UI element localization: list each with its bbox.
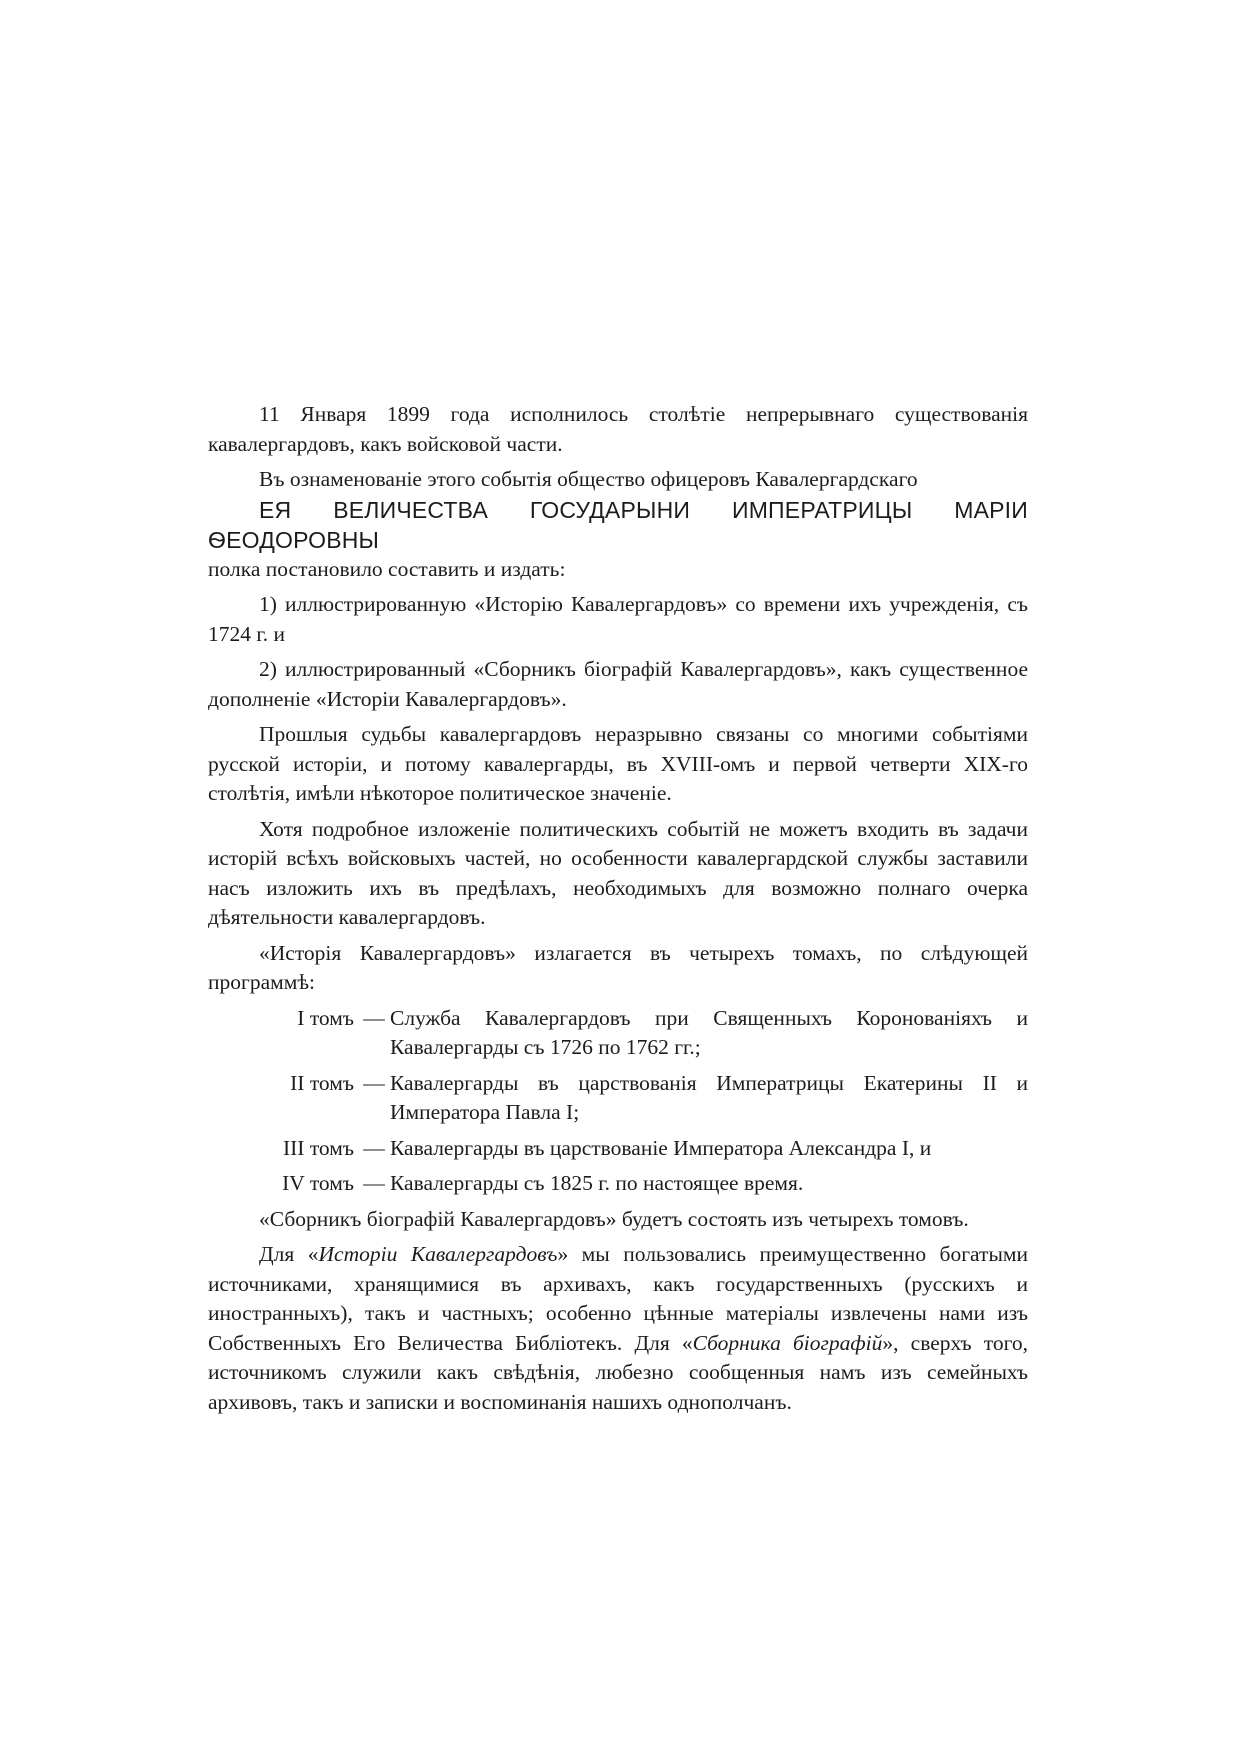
sources-history-title: Исторіи Кавалергардовъ xyxy=(318,1242,558,1266)
sources-collection-title: Сборника біографій xyxy=(692,1330,883,1355)
regiment-patron-title: ЕЯ ВЕЛИЧЕСТВА ГОСУДАРЫНИ ИМПЕРАТРИЦЫ МАРІИ ѲЕОДОРОВНЫ xyxy=(208,496,1028,553)
paragraph-biographies-item: 2) иллюстрированный «Сборникъ біографій Кавалергардовъ», какъ существенное дополненіе «Исторіи Кавалергардовъ». xyxy=(208,657,1028,711)
sources-middle: » мы пользовались преимущественно богатыми источниками, хранящимися въ архивахъ, какъ государственныхъ (русскихъ и иностранныхъ), такъ и частныхъ; особенно цѣнные матеріалы извлечены нами изъ Собственныхъ Его Величества Библіотекъ. Для « xyxy=(208,1242,1028,1355)
volume-3-description: Кавалергарды въ царствованіе Императора Александра I, и xyxy=(390,1135,932,1160)
commemoration-intro: Въ ознаменованіе этого событія общество офицеровъ Кавалергардскаго xyxy=(259,467,918,491)
sources-start: Для « xyxy=(259,1242,319,1266)
paragraph-anniversary: 11 Января 1899 года исполнилось столѣтіе непрерывнаго существованія кавалергардовъ, какъ войсковой части. xyxy=(208,402,1028,456)
volume-dash: — xyxy=(363,1135,385,1160)
volume-3-entry xyxy=(208,1134,1028,1164)
volume-3-label: III томъ xyxy=(282,1135,354,1160)
volume-2-label: II томъ xyxy=(290,1070,354,1095)
volume-2-description: Кавалергарды въ царствованія Императрицы Екатерины II и Императора Павла I; xyxy=(390,1070,1028,1124)
paragraph-past-fates: Прошлыя судьбы кавалергардовъ неразрывно связаны со многими событіями русской исторіи, и потому кавалергарды, въ XVIII-омъ и первой четверти XIX-го столѣтія, имѣли нѣкоторое политическое значеніе. xyxy=(208,722,1028,805)
volume-dash: — xyxy=(363,1171,385,1195)
document-page xyxy=(208,400,1028,1423)
sources-end: », сверхъ того, источникомъ служили какъ свѣдѣнія, любезно сообщенныя намъ изъ семейныхъ архивовъ, такъ и записки и воспоминанія нашихъ однополчанъ. xyxy=(208,1330,1028,1414)
paragraph-political-events: Хотя подробное изложеніе политическихъ событій не можетъ входить въ задачи исторій всѣхъ войсковыхъ частей, но особенности кавалергардской службы заставили насъ изложить ихъ въ предѣлахъ, необходимыхъ для возможно полнаго очерка дѣятельности кавалергардовъ. xyxy=(208,816,1028,929)
paragraph-history-item: 1) иллюстрированную «Исторію Кавалергардовъ» со времени ихъ учрежденія, съ 1724 г. и xyxy=(208,592,1028,646)
volume-4-description: Кавалергарды съ 1825 г. по настоящее время. xyxy=(390,1171,804,1195)
volume-dash: — xyxy=(363,1070,385,1095)
paragraph-commemoration xyxy=(208,465,1028,584)
volume-1-entry xyxy=(208,1004,1028,1063)
volume-2-entry xyxy=(208,1069,1028,1128)
volume-4-label: IV томъ xyxy=(282,1171,354,1195)
volume-1-label: I томъ xyxy=(297,1005,354,1030)
volume-1-description: Служба Кавалергардовъ при Священныхъ Коронованіяхъ и Кавалергарды съ 1726 по 1762 гг.; xyxy=(390,1005,1028,1059)
volume-dash: — xyxy=(363,1005,385,1030)
volume-4-entry xyxy=(208,1169,1028,1199)
paragraph-program: «Исторія Кавалергардовъ» излагается въ четырехъ томахъ, по слѣдующей программѣ: xyxy=(208,940,1028,994)
paragraph-sources xyxy=(208,1240,1028,1417)
paragraph-biographies-volumes: «Сборникъ біографій Кавалергардовъ» будетъ состоять изъ четырехъ томовъ. xyxy=(259,1206,969,1231)
commemoration-outro: полка постановило составить и издать: xyxy=(208,556,566,581)
